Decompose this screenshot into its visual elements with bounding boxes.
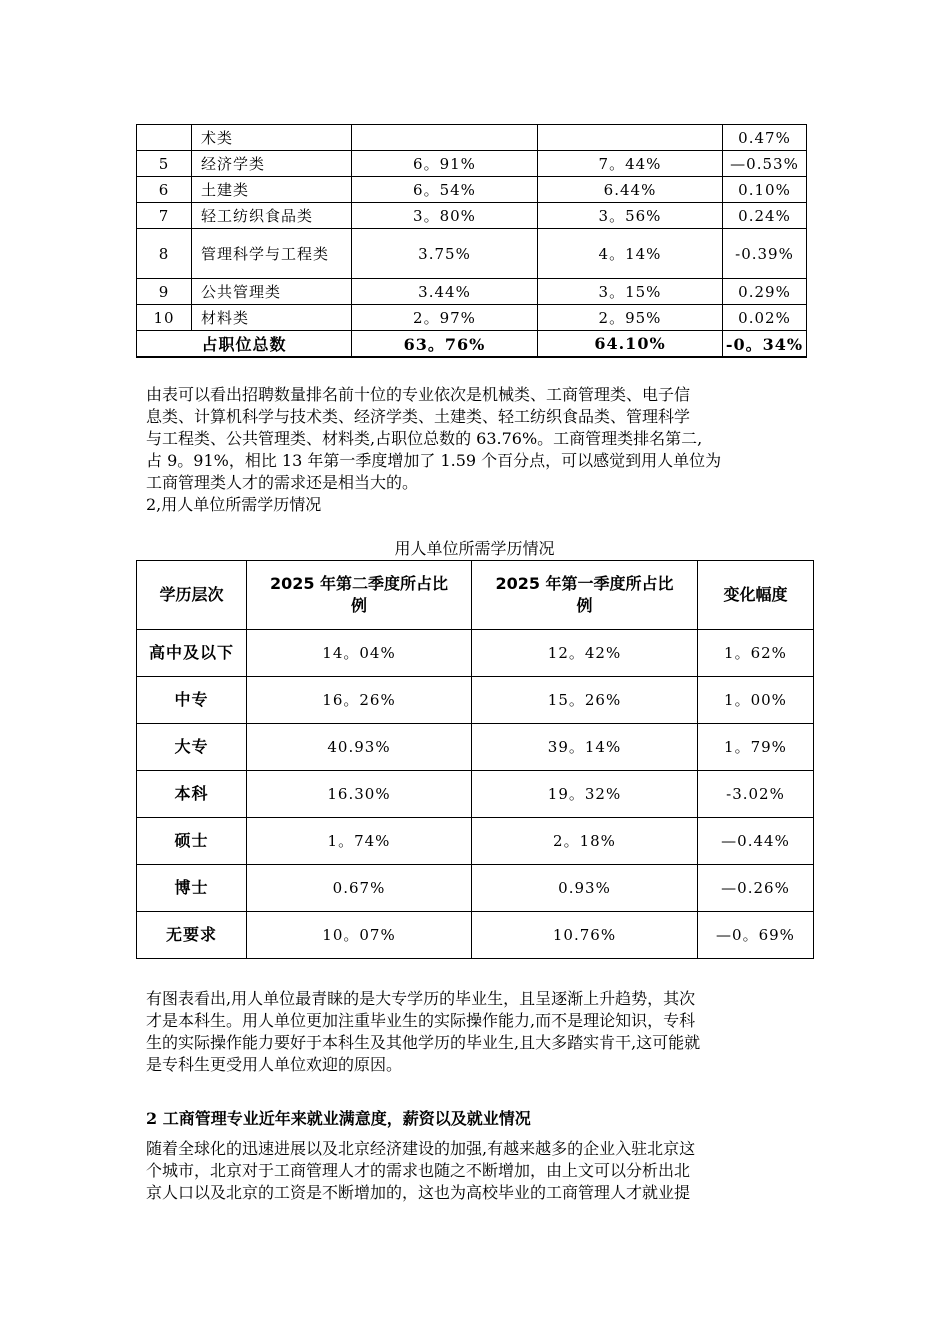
section-heading: 2 工商管理专业近年来就业满意度，薪资以及就业情况 [146, 1109, 531, 1128]
q2-share-cell: 10。07% [247, 912, 472, 959]
education-requirement-table [136, 560, 814, 959]
q1-share-cell [538, 125, 723, 151]
q1-share-cell: 2。18% [472, 818, 698, 865]
q1-share-cell: 3。15% [538, 279, 723, 305]
total-q2: 63。76% [352, 331, 538, 358]
q1-share-cell: 10.76% [472, 912, 698, 959]
text-line: 息类、计算机科学与技术类、经济学类、土建类、轻工纺织食品类、管理科学 [146, 407, 691, 426]
q1-share-cell: 15。26% [472, 677, 698, 724]
column-header: 变化幅度 [698, 561, 814, 630]
text-line: 个城市，北京对于工商管理人才的需求也随之不断增加，由上文可以分析出北 [146, 1161, 691, 1180]
change-cell: —0.53% [723, 151, 807, 177]
change-cell: 0.10% [723, 177, 807, 203]
q2-share-cell: 0.67% [247, 865, 472, 912]
major-name-cell: 土建类 [192, 177, 352, 203]
rank-cell: 9 [137, 279, 192, 305]
text-line: 生的实际操作能力要好于本科生及其他学历的毕业生,且大多踏实肯干,这可能就 [146, 1033, 701, 1052]
education-level-cell: 硕士 [137, 818, 247, 865]
change-cell: 0.47% [723, 125, 807, 151]
table-row [137, 677, 814, 724]
analysis-paragraph [146, 988, 810, 1076]
major-ranking-table [136, 124, 807, 358]
table-row [137, 177, 807, 203]
column-header: 2025 年第一季度所占比例 [472, 561, 698, 630]
q1-share-cell: 2。95% [538, 305, 723, 331]
change-cell: 1。00% [698, 677, 814, 724]
text-line: 工商管理类人才的需求还是相当大的。 [146, 473, 419, 492]
q1-share-cell: 12。42% [472, 630, 698, 677]
change-cell: -3.02% [698, 771, 814, 818]
rank-cell: 6 [137, 177, 192, 203]
table-row [137, 125, 807, 151]
q2-share-cell: 3.44% [352, 279, 538, 305]
table-row [137, 151, 807, 177]
major-name-cell: 公共管理类 [192, 279, 352, 305]
column-header: 2025 年第二季度所占比例 [247, 561, 472, 630]
text-line: 有图表看出,用人单位最青睐的是大专学历的毕业生，且呈逐渐上升趋势，其次 [146, 989, 696, 1008]
major-name-cell: 轻工纺织食品类 [192, 203, 352, 229]
text-line: 与工程类、公共管理类、材料类,占职位总数的 63.76%。工商管理类排名第二, [146, 429, 703, 448]
q1-share-cell: 4。14% [538, 229, 723, 279]
change-cell: —0.44% [698, 818, 814, 865]
text-line: 是专科生更受用人单位欢迎的原因。 [146, 1055, 403, 1074]
text-line: 京人口以及北京的工资是不断增加的，这也为高校毕业的工商管理人才就业提 [146, 1183, 691, 1202]
q1-share-cell: 3。56% [538, 203, 723, 229]
education-level-cell: 无要求 [137, 912, 247, 959]
table-row [137, 818, 814, 865]
table-row [137, 305, 807, 331]
q1-share-cell: 19。32% [472, 771, 698, 818]
q1-share-cell: 0.93% [472, 865, 698, 912]
analysis-paragraph [146, 384, 810, 494]
q2-share-cell: 3.75% [352, 229, 538, 279]
q2-share-cell: 16.30% [247, 771, 472, 818]
major-name-cell: 经济学类 [192, 151, 352, 177]
text-line: 由表可以看出招聘数量排名前十位的专业依次是机械类、工商管理类、电子信 [146, 385, 691, 404]
major-name-cell: 材料类 [192, 305, 352, 331]
total-change: -0。34% [723, 331, 807, 358]
education-level-cell: 博士 [137, 865, 247, 912]
section-label: 2,用人单位所需学历情况 [146, 495, 322, 514]
q2-share-cell: 3。80% [352, 203, 538, 229]
total-row [137, 331, 807, 358]
rank-cell [137, 125, 192, 151]
text-line: 才是本科生。用人单位更加注重毕业生的实际操作能力,而不是理论知识，专科 [146, 1011, 696, 1030]
change-cell: 0.02% [723, 305, 807, 331]
rank-cell: 5 [137, 151, 192, 177]
q2-share-cell: 6。91% [352, 151, 538, 177]
q2-share-cell: 6。54% [352, 177, 538, 203]
change-cell: 1。62% [698, 630, 814, 677]
q2-share-cell: 1。74% [247, 818, 472, 865]
education-level-cell: 高中及以下 [137, 630, 247, 677]
column-header: 学历层次 [137, 561, 247, 630]
change-cell: -0.39% [723, 229, 807, 279]
q2-share-cell: 40.93% [247, 724, 472, 771]
table-header-row [137, 561, 814, 630]
table-row [137, 203, 807, 229]
education-level-cell: 中专 [137, 677, 247, 724]
table-row [137, 771, 814, 818]
rank-cell: 10 [137, 305, 192, 331]
q1-share-cell: 6.44% [538, 177, 723, 203]
q2-share-cell: 14。04% [247, 630, 472, 677]
text-line: 占 9。91%，相比 13 年第一季度增加了 1.59 个百分点，可以感觉到用人单位为 [146, 451, 722, 470]
q2-share-cell: 16。26% [247, 677, 472, 724]
change-cell: —0。69% [698, 912, 814, 959]
major-name-cell: 术类 [192, 125, 352, 151]
education-level-cell: 大专 [137, 724, 247, 771]
table-row [137, 865, 814, 912]
text-line: 随着全球化的迅速进展以及北京经济建设的加强,有越来越多的企业入驻北京这 [146, 1139, 696, 1158]
change-cell: 1。79% [698, 724, 814, 771]
change-cell: —0.26% [698, 865, 814, 912]
q1-share-cell: 39。14% [472, 724, 698, 771]
table-row [137, 229, 807, 279]
table-row [137, 912, 814, 959]
rank-cell: 7 [137, 203, 192, 229]
table-row [137, 279, 807, 305]
change-cell: 0.24% [723, 203, 807, 229]
total-label: 占职位总数 [137, 331, 352, 358]
rank-cell: 8 [137, 229, 192, 279]
table-row [137, 724, 814, 771]
education-level-cell: 本科 [137, 771, 247, 818]
major-name-cell: 管理科学与工程类 [192, 229, 352, 279]
q2-share-cell [352, 125, 538, 151]
table-row [137, 630, 814, 677]
table-caption: 用人单位所需学历情况 [394, 539, 555, 558]
q2-share-cell: 2。97% [352, 305, 538, 331]
q1-share-cell: 7。44% [538, 151, 723, 177]
total-q1: 64.10% [538, 331, 723, 358]
change-cell: 0.29% [723, 279, 807, 305]
body-paragraph [146, 1138, 810, 1204]
